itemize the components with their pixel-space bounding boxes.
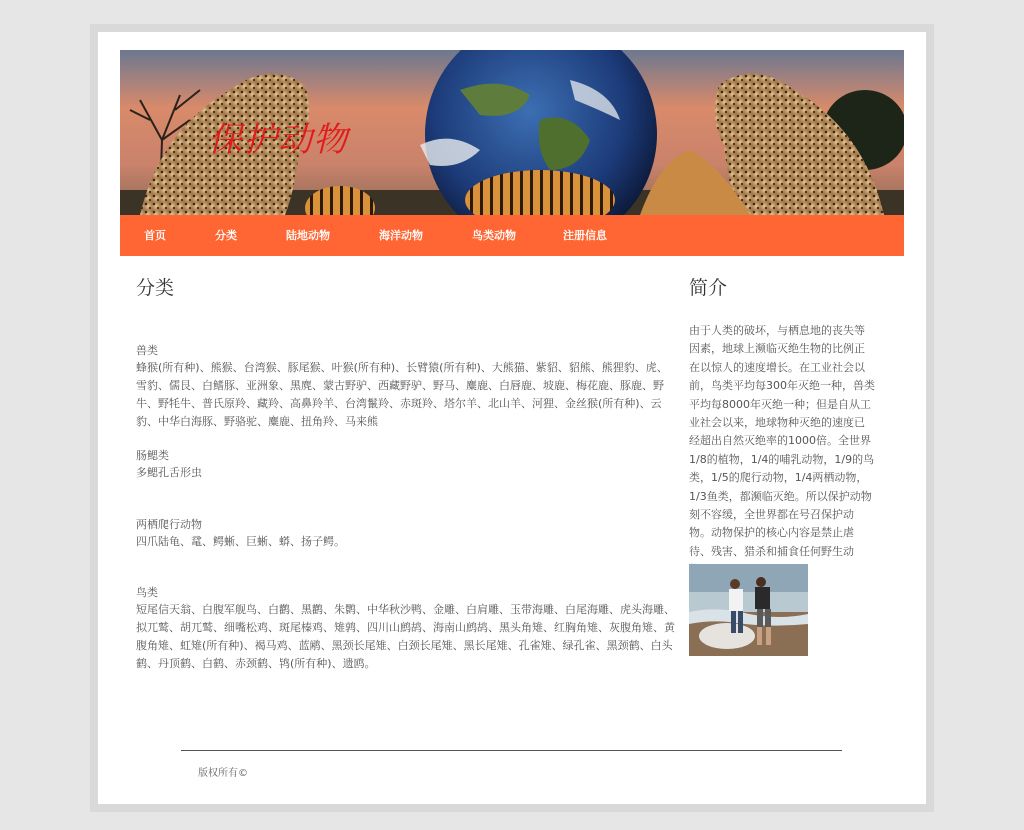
nav-item-category[interactable]: 分类 [215,229,237,242]
category-mammals [136,342,676,431]
nav-item-birds[interactable]: 鸟类动物 [472,229,516,242]
category-birds [136,584,676,673]
category-items: 短尾信天翁、白腹军舰鸟、白鹳、黑鹳、朱鹮、中华秋沙鸭、金雕、白肩雕、玉带海雕、白尾海雕、虎头海雕、拟兀鹫、胡兀鹫、细嘴松鸡、斑尾榛鸡、雉鹑、四川山鹧鸪、海南山鹧鸪、黑头角雉、红胸角雉、灰腹角雉、黄腹角雉、虹雉(所有种)、褐马鸡、蓝鹇、黑颈长尾雉、白颈长尾雉、黑长尾雉、孔雀雉、绿孔雀、黑颈鹤、白头鹤、丹顶鹤、白鹤、赤颈鹤、鸨(所有种)、遗鸥。 [136,603,675,670]
nav-item-home[interactable]: 首页 [144,229,166,242]
category-items: 四爪陆龟、鼋、鳄蜥、巨蜥、蟒、扬子鳄。 [136,535,345,548]
nav-item-marine-animals[interactable]: 海洋动物 [379,229,423,242]
category-enteropneusta [136,447,676,482]
category-items: 多鳃孔舌形虫 [136,466,202,479]
nav-item-register[interactable]: 注册信息 [563,229,607,242]
footer-copyright: 版权所有© [198,768,248,779]
page-frame [90,24,934,812]
sidebar-photo [689,564,808,656]
category-name: 鸟类 [136,586,158,599]
category-name: 兽类 [136,344,158,357]
category-items: 蜂猴(所有种)、熊猴、台湾猴、豚尾猴、叶猴(所有种)、长臂猿(所有种)、大熊猫、紫貂、貂熊、熊狸豹、虎、雪豹、儒艮、白鳍豚、亚洲象、黑麂、蒙古野驴、西藏野驴、野马、麋鹿、白唇鹿、坡鹿、梅花鹿、豚鹿、野牛、野牦牛、普氏原羚、藏羚、高鼻羚羊、台湾鬣羚、赤斑羚、塔尔羊、北山羊、河狸、金丝猴(所有种)、云豹、中华白海豚、野骆驼、麋鹿、扭角羚、马来熊 [136,361,668,428]
category-name: 肠鳃类 [136,449,169,462]
page [98,32,926,804]
main-nav [120,215,904,256]
main-heading: 分类 [136,277,175,299]
category-name: 两栖爬行动物 [136,518,202,531]
nav-item-land-animals[interactable]: 陆地动物 [286,229,330,242]
category-amphibians-reptiles [136,516,676,551]
header-banner [120,50,904,215]
site-title: 保护动物 [208,120,348,160]
footer-divider [181,750,842,751]
sidebar-intro-text: 由于人类的破坏，与栖息地的丧失等因素，地球上濒临灭绝生物的比例正在以惊人的速度增长。在工业社会以前，鸟类平均每300年灭绝一种，兽类平均每8000年灭绝一种；但是自从工业社会以来，地球物种灭绝的速度已经超出自然灭绝率的1000倍。全世界1/8的植物，1/4的哺乳动物，1/9的鸟类，1/5的爬行动物，1/4两栖动物，1/3鱼类，都濒临灭绝。所以保护动物刻不容缓，全世界都在号召保护动物。动物保护的核心内容是禁止虐待、残害、猎杀和捕食任何野生动 [689,324,875,558]
sidebar-heading: 简介 [689,277,728,299]
